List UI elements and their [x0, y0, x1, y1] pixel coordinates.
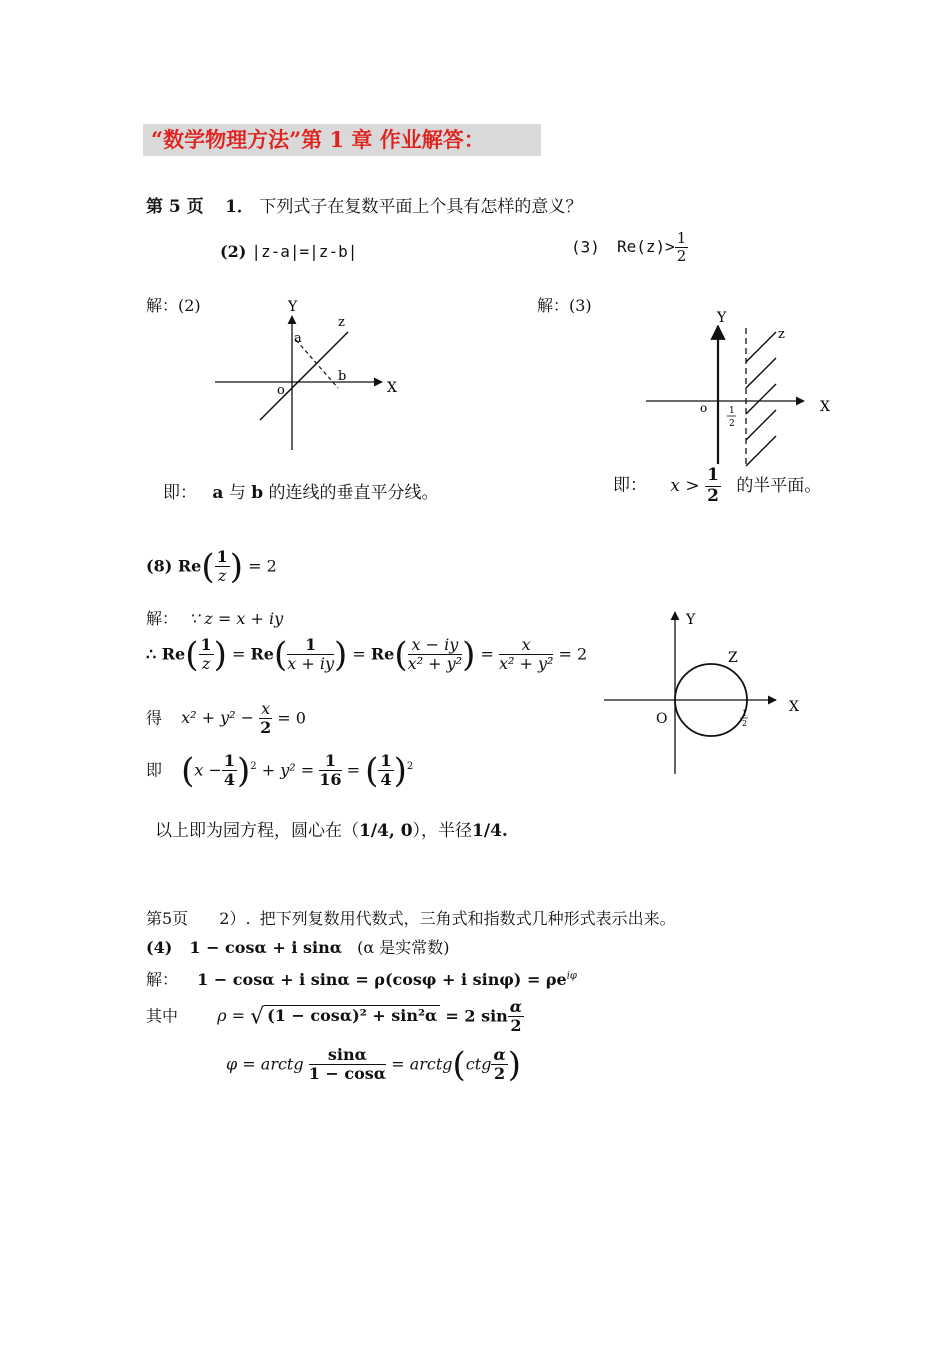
- re-symbol: Re: [370, 644, 395, 664]
- half-num: 1: [729, 406, 735, 416]
- part-8-expression: (8) Re( $\frac{1}{z}$ ) = 2: [146, 546, 277, 587]
- q2-page: 第5页: [146, 909, 189, 928]
- frac-den: 2: [260, 718, 272, 738]
- point-b-label: b: [338, 369, 347, 384]
- ji-a: x −: [194, 760, 222, 780]
- part-8-since: [146, 606, 283, 629]
- answer-3-fraction: [705, 466, 721, 506]
- page-title: “数学物理方法”第 1 章 作业解答：: [143, 124, 541, 156]
- part-2-label: (2): [220, 242, 247, 261]
- frac-den: 1 − cosα: [308, 1064, 387, 1084]
- phi-ctg-fraction: [491, 1046, 507, 1084]
- part-4-note: (α 是实常数): [357, 938, 450, 957]
- re-symbol: Re: [250, 644, 274, 664]
- ji-label: 即: [146, 760, 163, 780]
- y-label: Y: [717, 310, 727, 326]
- origin-label: o: [277, 383, 285, 398]
- hatching: [746, 332, 776, 466]
- frac-den: 4: [380, 770, 392, 790]
- frac-den: x² + y²: [407, 654, 463, 674]
- y-label: Y: [686, 612, 696, 628]
- answer-2-text: 的连线的垂直平分线。: [268, 483, 439, 503]
- frac-den: 2: [494, 1064, 506, 1084]
- frac-num: 1: [380, 751, 392, 770]
- y-label: Y: [288, 299, 298, 315]
- frac-num: 1: [676, 229, 687, 247]
- frac-den: z: [217, 566, 227, 586]
- q1-text: 下列式子在复数平面上个具有怎样的意义？: [259, 197, 583, 217]
- half-num: 1: [742, 709, 748, 718]
- frac-den: 2: [707, 485, 719, 506]
- phi-equation: φ = arctg $\frac{\sin\alpha}{1 - \cos\alpha}$ = arctg(ctg $\frac{\alpha}{2}$ ): [226, 1044, 522, 1085]
- half-den: 2: [729, 419, 735, 429]
- conclusion-radius: 1/4.: [472, 821, 508, 841]
- part-4-expression: [146, 935, 450, 958]
- q1-page: 第 5 页: [146, 197, 204, 217]
- fraction-4: [499, 636, 553, 674]
- get-fraction: [259, 700, 272, 738]
- frac-den: z: [201, 654, 211, 674]
- conclusion-a: 以上即为园方程，圆心在（: [155, 821, 359, 841]
- frac-num: 1: [707, 465, 719, 485]
- part-2-expression: [220, 242, 357, 261]
- frac-num: α: [493, 1045, 506, 1064]
- frac-num: sinα: [309, 1046, 386, 1065]
- part-3-fraction: [675, 230, 689, 266]
- frac-num: 1: [223, 751, 236, 770]
- since-expr: ∵ z = x + iy: [189, 609, 284, 628]
- get-label: 得: [146, 708, 163, 728]
- frac-num: 1: [216, 547, 228, 566]
- q1-number: 1．: [225, 197, 254, 217]
- solution-exponent: iφ: [566, 970, 577, 982]
- fraction-1: [199, 636, 214, 674]
- therefore-re: ∴ Re: [146, 644, 186, 664]
- half-den: 2: [742, 719, 748, 728]
- q2-text: 把下列复数用代数式，三角式和指数式几种形式表示出来。: [259, 909, 676, 928]
- frac-den: x + iy: [287, 654, 335, 674]
- part-4-label: (4): [146, 938, 173, 957]
- get-rhs: = 0: [277, 708, 306, 728]
- part-3-label: (3): [571, 237, 600, 257]
- fraction-2: [287, 636, 334, 674]
- phi-mid: = arctg: [391, 1054, 453, 1074]
- segment-ab: [296, 340, 338, 388]
- figure-half-plane: [640, 306, 840, 470]
- fraction-3: [408, 636, 462, 674]
- part-3-expression: [571, 230, 688, 266]
- origin-label: o: [700, 401, 708, 415]
- x-label: X: [387, 380, 397, 396]
- z-label: z: [338, 315, 345, 330]
- point-a-label: a: [294, 331, 302, 346]
- equals: =: [480, 644, 494, 664]
- solution-2-label: 解：(2): [146, 296, 201, 315]
- frac-den: 16: [319, 770, 342, 790]
- rho-root: (1 − cosα)² + sin²α: [264, 1005, 440, 1025]
- frac-den: 4: [223, 770, 236, 790]
- part-8-rhs: = 2: [248, 556, 277, 576]
- frac-num: α: [509, 997, 523, 1016]
- x-label: X: [820, 399, 830, 415]
- q2-number: 2）.: [219, 909, 251, 928]
- frac-den: 2: [676, 247, 687, 266]
- frac-num: x: [261, 699, 271, 718]
- rho-lhs: ρ =: [217, 1006, 246, 1026]
- equals: =: [352, 644, 366, 664]
- frac-num: 1: [200, 635, 212, 654]
- part-4-solution: [146, 967, 577, 990]
- ji-a-fraction: [222, 752, 237, 790]
- phi-fraction: [309, 1046, 386, 1084]
- frac-den: x² + y²: [498, 654, 554, 674]
- answer-2-mid: 与: [228, 483, 246, 503]
- figure-perpendicular-bisector: [200, 292, 400, 454]
- part-2-expr: ∣z-a∣=∣z-b∣: [251, 242, 358, 261]
- qizhong-label: 其中: [146, 1006, 179, 1026]
- frac-num: 1: [287, 636, 334, 655]
- question-2: [146, 906, 676, 929]
- part-8-fraction: [215, 548, 230, 586]
- frac-den: 2: [510, 1016, 522, 1036]
- part-4-expr: 1 − cosα + i sinα: [189, 938, 343, 957]
- conclusion-center: 1/4, 0: [359, 821, 413, 841]
- solution-3-label: 解：(3): [537, 296, 592, 315]
- part-8-derivation: ∴ Re( $\frac{1}{z}$ ) = Re( $\frac{1}{x + iy}$ ) = Re( $\frac{x - iy}{\text{x² + y²}}$ ) = $\frac{x}{\text{x² + y²}}$ = 2: [146, 634, 588, 675]
- part-8-circle-eq: 即 (x − $\frac{1}{4}$ )$^2$ + y² = $\frac{1}{16}$ = ( $\frac{1}{4}$ )$^2$: [146, 750, 414, 791]
- question-1: [146, 192, 582, 217]
- part-3-expr: Re(z)>: [617, 237, 675, 257]
- rho-fraction: [508, 998, 524, 1036]
- answer-3: [613, 466, 821, 506]
- x-label: X: [789, 699, 799, 715]
- solution-label: 解：: [146, 970, 179, 989]
- bisector-line: [260, 332, 348, 420]
- phi-ctg: ctg: [465, 1054, 492, 1074]
- ji-d-fraction: [378, 752, 393, 790]
- answer-2-a: a: [212, 483, 224, 503]
- ji-c-fraction: [319, 752, 341, 790]
- rho-rhs: = 2 sin: [445, 1006, 508, 1026]
- figure-circle: [600, 606, 810, 778]
- frac-num: x − iy: [408, 636, 462, 655]
- equals-two: = 2: [558, 644, 588, 664]
- part-8-conclusion: [155, 816, 508, 841]
- answer-3-text: 的半平面。: [736, 475, 822, 496]
- equals: =: [232, 644, 246, 664]
- answer-3-prefix: 即：: [613, 475, 647, 496]
- phi-lhs: φ = arctg: [226, 1054, 304, 1074]
- solution-expr: 1 − cosα + i sinα = ρ(cosφ + i sinφ) = ρe: [197, 970, 567, 989]
- frac-num: 1: [319, 752, 341, 771]
- answer-2-b: b: [251, 483, 264, 503]
- frac-num: x: [499, 636, 553, 655]
- z-label: Z: [728, 650, 738, 666]
- part-8-get: [146, 700, 306, 738]
- ji-b: + y² =: [261, 760, 315, 780]
- rho-equation: 其中 ρ = √ (1 − cosα)² + sin²α = 2 sin $\frac{\alpha}{2}$: [146, 997, 523, 1036]
- solution-label: 解：: [146, 609, 179, 628]
- part-8-label: (8) Re: [146, 556, 202, 576]
- answer-2: [163, 478, 439, 503]
- answer-3-x: x >: [670, 475, 700, 496]
- origin-label: O: [656, 711, 668, 727]
- get-expr: x² + y² −: [181, 708, 255, 728]
- answer-2-prefix: 即：: [163, 483, 197, 503]
- conclusion-c: ），半径: [412, 821, 473, 841]
- z-label: z: [778, 327, 785, 342]
